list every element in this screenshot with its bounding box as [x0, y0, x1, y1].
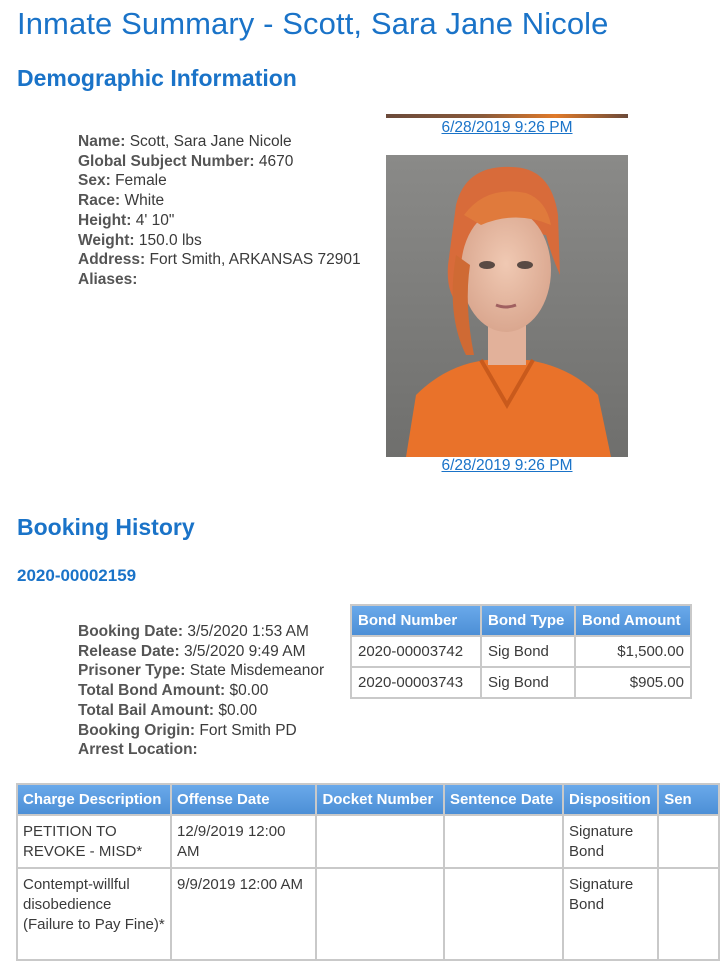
column-header: Bond Amount [576, 606, 690, 635]
column-header: Charge Description [18, 785, 170, 814]
previous-photo-thumbnail[interactable] [386, 114, 628, 118]
photo-date-link[interactable]: 6/28/2019 9:26 PM [441, 457, 573, 474]
table-row [352, 637, 690, 666]
field-label: Arrest Location: [78, 741, 198, 759]
prisoner-type-row [78, 661, 324, 681]
booking-history-heading: Booking History [17, 514, 195, 540]
bond-number-cell: 2020-00003743 [352, 668, 480, 697]
booking-origin-row [78, 721, 324, 741]
field-label: Total Bail Amount: [78, 701, 215, 719]
total-bail-row [78, 701, 324, 721]
height-row [78, 211, 361, 231]
table-row [18, 816, 718, 867]
field-label: Weight: [78, 231, 135, 249]
bond-amount-cell: $1,500.00 [576, 637, 690, 666]
field-label: Address: [78, 251, 146, 269]
page-title: Inmate Summary - Scott, Sara Jane Nicole [17, 6, 609, 41]
column-header: Bond Number [352, 606, 480, 635]
field-value: 4' 10" [135, 211, 175, 229]
subject-number-row [78, 152, 361, 172]
field-value: $0.00 [218, 701, 258, 719]
bond-type-cell: Sig Bond [482, 668, 574, 697]
bond-table [350, 604, 692, 699]
column-header: Sentence Date [445, 785, 562, 814]
disposition-cell: Signature Bond [564, 816, 657, 867]
demographics-heading: Demographic Information [17, 65, 297, 91]
field-value: State Misdemeanor [189, 662, 325, 680]
docket-number-cell [317, 869, 443, 959]
field-value: White [124, 192, 165, 210]
field-label: Height: [78, 211, 132, 229]
booking-info [78, 622, 324, 760]
field-label: Sex: [78, 172, 111, 190]
field-value: Fort Smith, ARKANSAS 72901 [149, 251, 361, 269]
weight-row [78, 231, 361, 251]
charges-table-header [18, 785, 718, 814]
field-label: Global Subject Number: [78, 152, 255, 170]
column-header: Docket Number [317, 785, 443, 814]
column-header: Bond Type [482, 606, 574, 635]
booking-number: 2020-00002159 [17, 566, 137, 585]
booking-date-row [78, 622, 324, 642]
field-label: Aliases: [78, 270, 138, 288]
sentence-date-cell [445, 816, 562, 867]
field-label: Prisoner Type: [78, 662, 186, 680]
race-row [78, 191, 361, 211]
bond-amount-cell: $905.00 [576, 668, 690, 697]
column-header: Offense Date [172, 785, 315, 814]
bond-number-cell: 2020-00003742 [352, 637, 480, 666]
bond-type-cell: Sig Bond [482, 637, 574, 666]
sex-row [78, 171, 361, 191]
field-label: Race: [78, 192, 121, 210]
address-row [78, 250, 361, 270]
arrest-location-row [78, 740, 324, 760]
sentence-cell [659, 869, 718, 959]
total-bond-row [78, 681, 324, 701]
disposition-cell: Signature Bond [564, 869, 657, 959]
table-row [18, 869, 718, 959]
field-value: 3/5/2020 1:53 AM [187, 623, 309, 640]
aliases-row [78, 270, 361, 290]
table-row [352, 668, 690, 697]
photo-date-link[interactable]: 6/28/2019 9:26 PM [441, 119, 573, 136]
charges-table [16, 783, 720, 961]
field-value: Female [115, 172, 167, 190]
field-label: Total Bond Amount: [78, 682, 226, 700]
docket-number-cell [317, 816, 443, 867]
sentence-cell [659, 816, 718, 867]
field-label: Booking Date: [78, 623, 184, 640]
field-label: Name: [78, 133, 126, 150]
offense-date-cell: 12/9/2019 12:00 AM [172, 816, 315, 867]
field-value: Fort Smith PD [199, 721, 297, 739]
field-label: Booking Origin: [78, 721, 196, 739]
field-value: Scott, Sara Jane Nicole [129, 133, 292, 150]
release-date-row [78, 642, 324, 662]
field-label: Release Date: [78, 642, 180, 660]
column-header: Sen [659, 785, 718, 814]
column-header: Disposition [564, 785, 657, 814]
name-row [78, 132, 361, 152]
field-value: 3/5/2020 9:49 AM [183, 642, 306, 660]
mugshot-photo[interactable] [386, 155, 628, 457]
field-value: 150.0 lbs [138, 231, 202, 249]
offense-date-cell: 9/9/2019 12:00 AM [172, 869, 315, 959]
mugshot-image [386, 155, 628, 457]
charge-description-cell: Contempt-willful disobedience (Failure to Pay Fine)* [18, 869, 170, 959]
charge-description-cell: PETITION TO REVOKE - MISD* [18, 816, 170, 867]
sentence-date-cell [445, 869, 562, 959]
field-value: 4670 [258, 152, 294, 170]
bond-table-header [352, 606, 690, 635]
demographics-info [78, 132, 361, 290]
field-value: $0.00 [229, 682, 269, 700]
